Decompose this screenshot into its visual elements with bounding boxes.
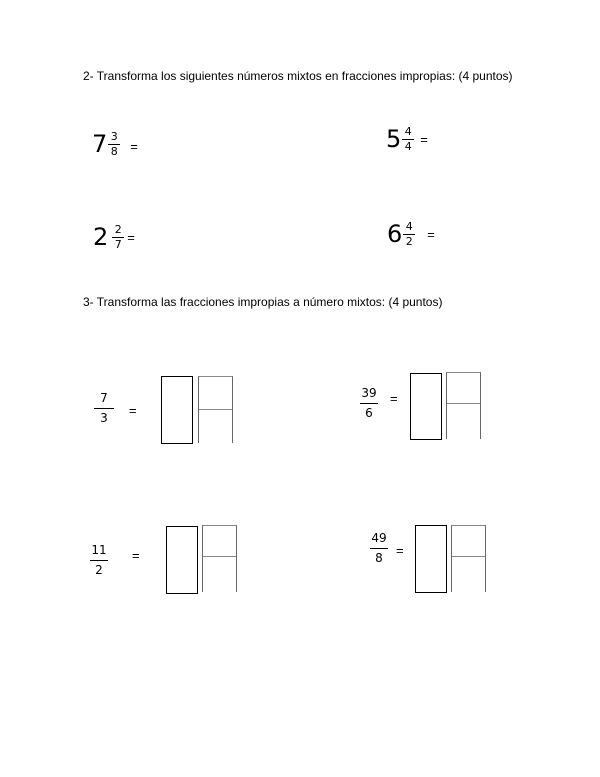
equals-sign: =: [420, 131, 428, 147]
denominator: 3: [100, 411, 108, 426]
improper-fraction-1: [94, 391, 114, 426]
equals-sign: =: [396, 543, 404, 558]
whole-number-answer-box[interactable]: [161, 376, 193, 444]
denominator: 6: [365, 406, 373, 421]
fraction-part: [108, 131, 120, 157]
fraction-answer-box[interactable]: [446, 372, 481, 439]
whole-part: 6: [387, 220, 403, 249]
section-2-heading: 2- Transforma los siguientes números mixtos en fracciones impropias: (4 puntos): [83, 69, 513, 83]
whole-part: 5: [386, 125, 402, 154]
mixed-number-4: [387, 221, 435, 247]
equals-sign: =: [130, 138, 138, 154]
numerator: 7: [100, 391, 108, 405]
numerator: 49: [371, 531, 387, 545]
whole-number-answer-box[interactable]: [415, 525, 447, 593]
fraction-answer-box[interactable]: [202, 525, 237, 592]
denominator: 2: [405, 234, 413, 248]
equals-sign: =: [127, 229, 135, 245]
fraction-answer-box[interactable]: [451, 525, 486, 592]
equals-sign: =: [390, 391, 398, 406]
mixed-number-3: [93, 224, 135, 250]
mixed-number-2: [386, 126, 428, 152]
denominator: 8: [375, 551, 383, 566]
equals-sign: =: [129, 403, 137, 418]
section-3-heading: 3- Transforma las fracciones impropias a número mixtos: (4 puntos): [83, 295, 443, 309]
whole-number-answer-box[interactable]: [410, 373, 442, 440]
numerator: 2: [114, 223, 122, 236]
improper-fraction-3: [90, 543, 108, 578]
numerator: 4: [404, 125, 412, 138]
denominator: 4: [404, 139, 412, 153]
whole-number-answer-box[interactable]: [166, 526, 198, 594]
numerator: 39: [361, 386, 377, 400]
mixed-number-1: [92, 131, 138, 157]
fraction-part: [403, 221, 415, 247]
denominator: 7: [114, 237, 122, 251]
equals-sign: =: [427, 226, 435, 242]
numerator: 4: [405, 220, 413, 233]
fraction-part: [402, 126, 414, 152]
whole-part: 7: [92, 130, 108, 159]
denominator: 8: [110, 144, 118, 158]
improper-fraction-4: [370, 531, 388, 566]
fraction-part: [112, 224, 124, 250]
numerator: 11: [91, 543, 107, 557]
equals-sign: =: [132, 548, 140, 563]
fraction-answer-box[interactable]: [198, 376, 233, 443]
improper-fraction-2: [360, 386, 378, 421]
whole-part: 2: [93, 223, 109, 252]
denominator: 2: [95, 563, 103, 578]
numerator: 3: [110, 130, 118, 143]
